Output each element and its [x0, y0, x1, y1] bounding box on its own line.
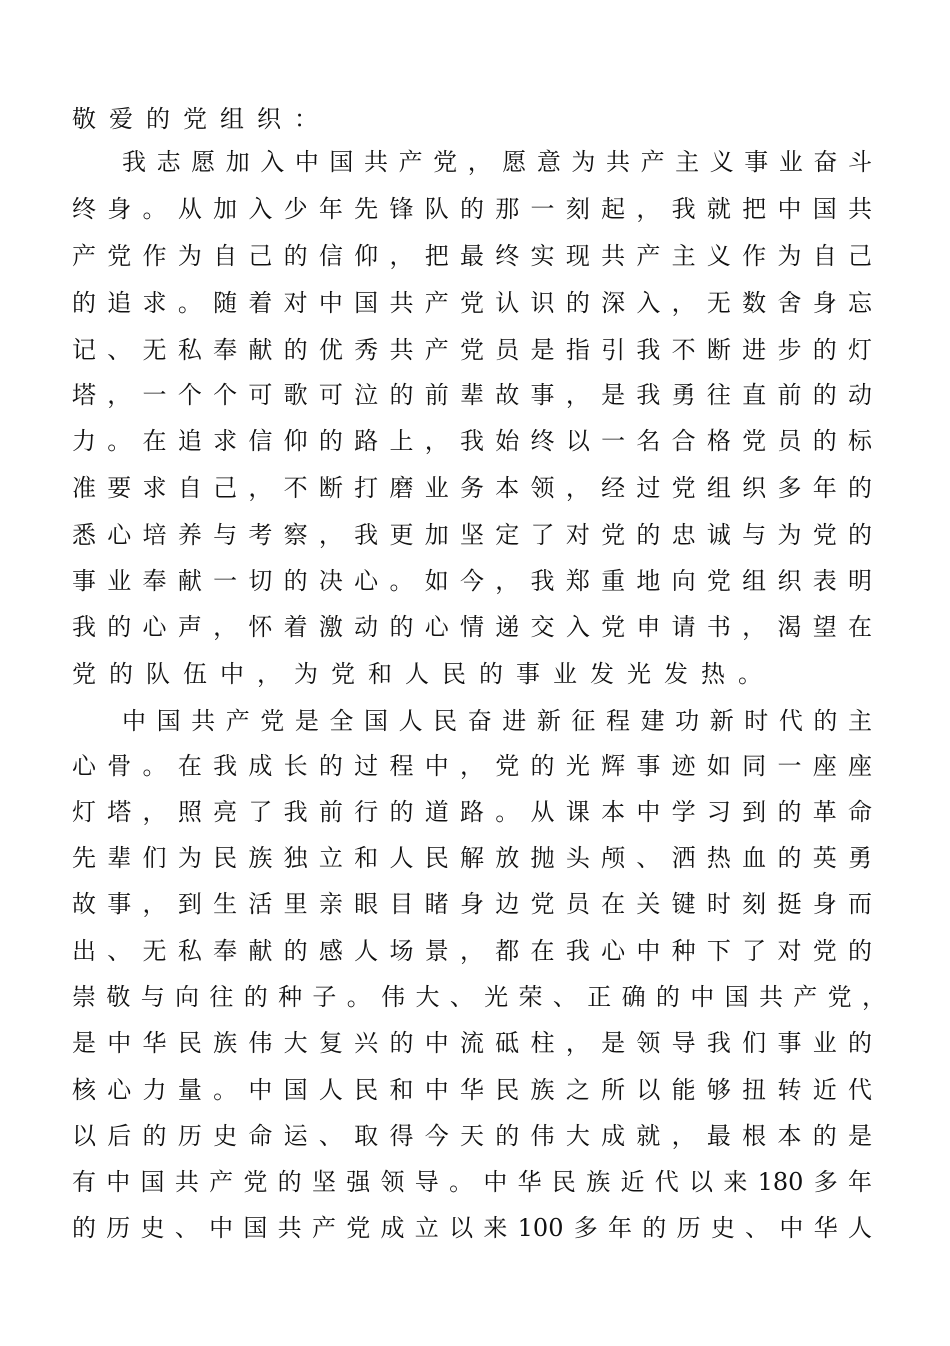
paragraph-2-line-12: 的历史、中国共产党成立以来100多年的历史、中华人: [72, 1214, 872, 1242]
paragraph-1-line-11: 我的心声，怀着激动的心情递交入党申请书，渴望在: [72, 613, 872, 641]
paragraph-2-line-1: 中国共产党是全国人民奋进新征程建功新时代的主: [122, 707, 872, 735]
paragraph-2-line-6: 出、无私奉献的感人场景，都在我心中种下了对党的: [72, 937, 872, 965]
paragraph-1-line-3: 产党作为自己的信仰，把最终实现共产主义作为自己: [72, 242, 872, 270]
paragraph-1-line-1: 我志愿加入中国共产党，愿意为共产主义事业奋斗: [122, 148, 872, 176]
paragraph-2-line-11: 有中国共产党的坚强领导。中华民族近代以来180多年: [72, 1168, 872, 1196]
paragraph-1-line-12: 党的队伍中，为党和人民的事业发光发热。: [72, 660, 775, 688]
paragraph-1-line-5: 记、无私奉献的优秀共产党员是指引我不断进步的灯: [72, 336, 872, 364]
paragraph-2-line-9: 核心力量。中国人民和中华民族之所以能够扭转近代: [72, 1076, 872, 1104]
paragraph-1-line-6: 塔，一个个可歌可泣的前辈故事，是我勇往直前的动: [72, 381, 872, 409]
paragraph-1-line-10: 事业奉献一切的决心。如今，我郑重地向党组织表明: [72, 567, 872, 595]
paragraph-2-line-4: 先辈们为民族独立和人民解放抛头颅、洒热血的英勇: [72, 844, 872, 872]
paragraph-2-line-10: 以后的历史命运、取得今天的伟大成就，最根本的是: [72, 1122, 872, 1150]
paragraph-2-line-3: 灯塔，照亮了我前行的道路。从课本中学习到的革命: [72, 798, 872, 826]
salutation: 敬爱的党组织：: [72, 105, 331, 133]
paragraph-2-line-2: 心骨。在我成长的过程中，党的光辉事迹如同一座座: [72, 752, 872, 780]
paragraph-1-line-8: 准要求自己，不断打磨业务本领，经过党组织多年的: [72, 474, 872, 502]
paragraph-1-line-7: 力。在追求信仰的路上，我始终以一名合格党员的标: [72, 427, 872, 455]
paragraph-2-line-5: 故事，到生活里亲眼目睹身边党员在关键时刻挺身而: [72, 890, 872, 918]
paragraph-2-line-7: 崇敬与向往的种子。伟大、光荣、正确的中国共产党，: [72, 983, 886, 1011]
paragraph-2-line-8: 是中华民族伟大复兴的中流砥柱，是领导我们事业的: [72, 1029, 872, 1057]
paragraph-1-line-4: 的追求。随着对中国共产党认识的深入，无数舍身忘: [72, 289, 872, 317]
paragraph-1-line-2: 终身。从加入少年先锋队的那一刻起，我就把中国共: [72, 195, 872, 223]
paragraph-1-line-9: 悉心培养与考察，我更加坚定了对党的忠诚与为党的: [72, 521, 872, 549]
